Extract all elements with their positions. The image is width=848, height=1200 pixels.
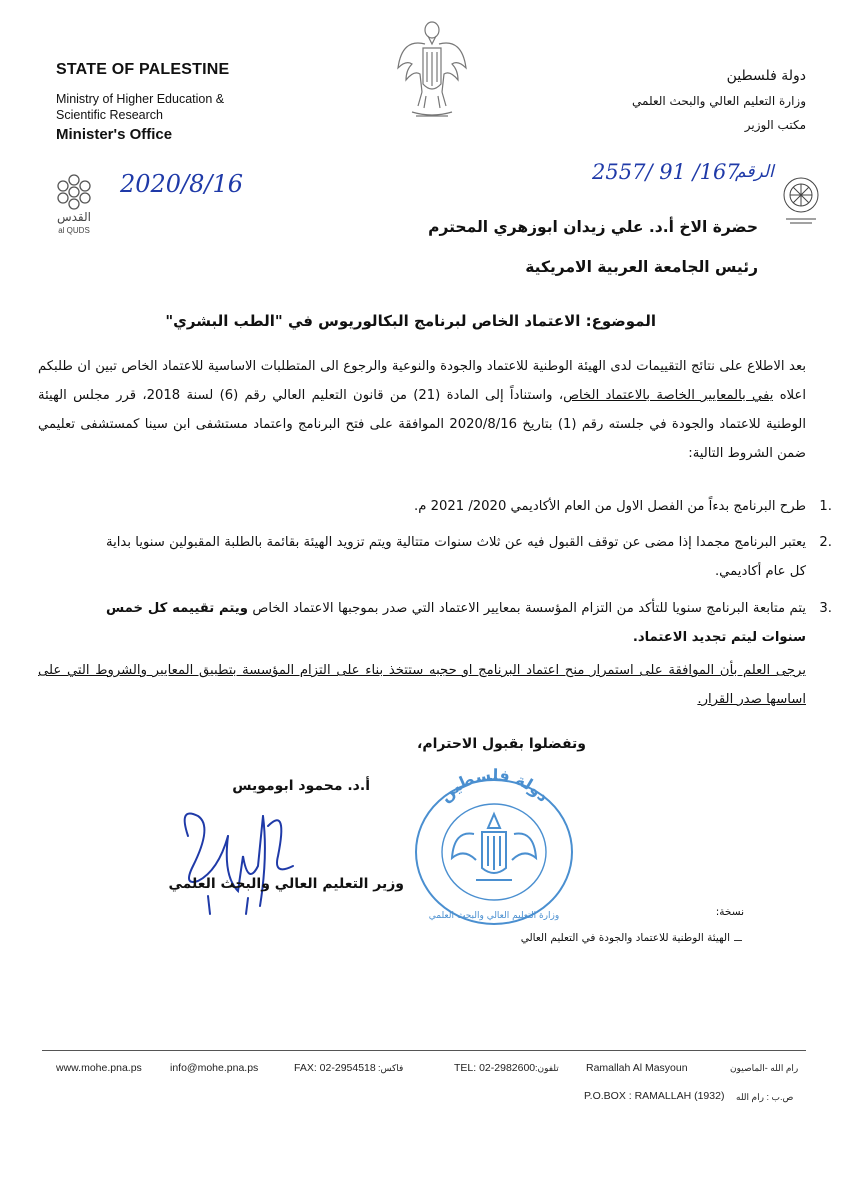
copy-label: نسخة: (715, 906, 744, 918)
copy-bullet-dash (734, 940, 742, 941)
svg-text:دولة فلسطين (435, 768, 553, 806)
footer-tel-ar: تلفون: (535, 1063, 559, 1073)
footer-location: Ramallah Al Masyoun (586, 1062, 688, 1074)
footer-fax-ar: فاكس: (378, 1063, 404, 1073)
handwritten-signature (168, 796, 318, 916)
en-state-title: STATE OF PALESTINE (56, 61, 230, 78)
condition-text-bold: ويتم تقييمه كل خمس سنوات ليتم تجديد الاعتماد. (106, 601, 806, 645)
condition-text: طرح البرنامج بدءاً من الفصل الاول من العام الأكاديمي 2020/ 2021 م. (414, 499, 806, 514)
signatory-title: وزير التعليم العالي والبحث العلمي (168, 876, 404, 892)
note-paragraph (38, 656, 806, 714)
closing-line: وتفضلوا بقبول الاحترام، (417, 736, 586, 752)
condition-item-2 (106, 528, 832, 586)
seal-eagle-icon (404, 768, 584, 928)
al-quds-logo (44, 172, 104, 235)
footer-tel: TEL: 02-2982600 (454, 1062, 536, 1074)
condition-text: يتم متابعة البرنامج سنويا للتأكد من التزام المؤسسة بمعايير الاعتماد التي صدر بموجبها الاعتماد الخاص (247, 601, 806, 616)
en-office-title: Minister's Office (56, 126, 173, 143)
condition-item-3 (106, 594, 832, 652)
copy-recipient: الهيئة الوطنية للاعتماد والجودة في التعليم العالي (520, 932, 730, 944)
al-quds-arabic-name: القدس (56, 210, 91, 224)
handwritten-date: 2020/8/16 (120, 170, 244, 198)
ar-state-title: دولة فلسطين (726, 68, 806, 84)
body-text-underlined: يفي بالمعايير الخاصة بالاعتماد الخاص (563, 388, 774, 403)
footer-location-ar: رام الله -الماصيون (730, 1063, 799, 1073)
flower-logo-icon (44, 172, 104, 212)
en-ministry-line1: Ministry of Higher Education & (56, 92, 225, 106)
addressee-line1: حضرة الاخ أ.د. علي زيدان ابوزهري المحترم (428, 218, 758, 236)
ministry-seal (404, 768, 584, 928)
body-text-part-a: بعد الاطلاع على نتائج التقييمات لدى الهيئة الوطنية للاعتماد والجودة والنوعية والرجوع الى المتطلبات الاساسية للاعتماد الخاص تبين ان طلبكم اعلاه (38, 359, 807, 403)
signatory-name: أ.د. محمود ابومويس (232, 778, 370, 794)
condition-number: 1. (819, 499, 832, 514)
ar-office-line: مكتب الوزير (744, 118, 806, 132)
footer-email[interactable]: info@mohe.pna.ps (170, 1062, 259, 1074)
body-text-part-b: ، واستناداً إلى المادة (21) من قانون التعليم العالي رقم (6) لسنة 2018، قرر مجلس الهيئة الوطنية للاعتماد والجودة في جلسته رقم (1) بتاريخ 2020/8/16 الموافقة على فتح البرنامج واعتماد مستشفى ابن سينا كمستشفى تعليمي ضمن الشروط التالية: (38, 388, 806, 461)
condition-text: يعتبر البرنامج مجمدا إذا مضى عن توقف القبول فيه عن ثلاث سنوات متتالية ويتم تزويد الهيئة بقائمة بالطلبة المقبولين سنويا بداية كل عام أكاديمي. (106, 535, 806, 579)
footer-pobox: P.O.BOX : RAMALLAH (1932) (584, 1090, 725, 1102)
ar-ministry-line: وزارة التعليم العالي والبحث العلمي (632, 94, 806, 108)
footer-fax: FAX: 02-2954518 (294, 1062, 376, 1074)
body-paragraph (38, 352, 806, 468)
footer-pobox-ar: ص.ب : رام الله (736, 1092, 794, 1102)
condition-number: 3. (819, 601, 832, 616)
footer-website[interactable]: www.mohe.pna.ps (56, 1062, 142, 1074)
seal-ring-text: دولة فلسطين (435, 768, 553, 806)
condition-item-1 (106, 492, 832, 521)
al-quds-english-name: al QUDS (58, 226, 90, 235)
handwritten-reference-prefix: الرقم (735, 162, 774, 182)
handwritten-reference-number: 2557/ 91 /167 (592, 160, 740, 184)
eagle-emblem-icon (392, 8, 472, 128)
note-text: يرجى العلم بأن الموافقة على استمرار منح اعتماد البرنامج او حجبه ستتخذ بناء على التزام المؤسسة بتطبيق المعايير والشروط التي على اساسها صدر القرار. (38, 663, 806, 707)
subject-line: الموضوع: الاعتماد الخاص لبرنامج البكالوريوس في "الطب البشري" (165, 312, 656, 330)
anniversary-emblem-icon (778, 175, 824, 227)
addressee-line2: رئيس الجامعة العربية الامريكية (525, 258, 758, 276)
condition-number: 2. (819, 535, 832, 550)
en-ministry-line2: Scientific Research (56, 108, 163, 122)
seal-inner-text: وزارة التعليم العالي والبحث العلمي (428, 911, 560, 921)
footer-divider (42, 1050, 806, 1051)
